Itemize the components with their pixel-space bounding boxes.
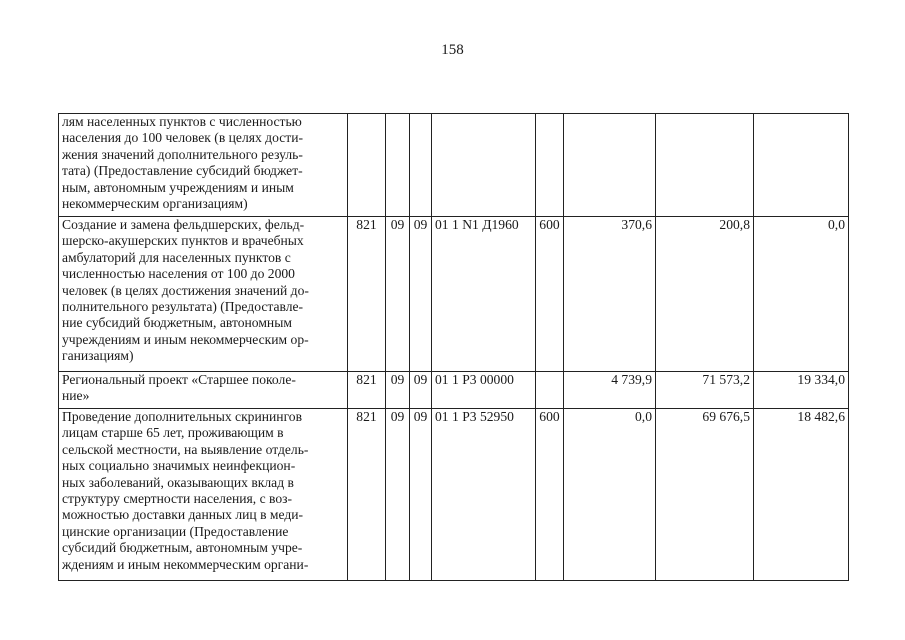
name-line: численностью населения от 100 до 2000 [62, 266, 295, 282]
name-line: тата) (Предоставление субсидий бюджет- [62, 163, 303, 179]
expense-type-cell: 600 [536, 217, 564, 372]
sum-year3-cell: 18 482,6 [754, 409, 849, 581]
name-line: ным, автономным учреждениям и иным [62, 179, 294, 195]
name-line: субсидий бюджетным, автономным учре- [62, 540, 303, 556]
sum-year1-cell: 370,6 [564, 217, 656, 372]
sum-year3-cell: 19 334,0 [754, 372, 849, 409]
sum-year3-cell [754, 114, 849, 217]
name-line: человек (в целях достижения значений до- [62, 282, 309, 298]
target-article-cell: 01 1 N1 Д1960 [432, 217, 536, 372]
target-article-cell: 01 1 P3 00000 [432, 372, 536, 409]
ministry-code-cell: 821 [348, 372, 386, 409]
name-line: можностью доставки данных лиц в меди- [62, 507, 304, 523]
section-code-cell: 09 [386, 372, 410, 409]
section-code-cell [386, 114, 410, 217]
sum-year2-cell: 69 676,5 [656, 409, 754, 581]
ministry-code-cell [348, 114, 386, 217]
expense-type-cell: 600 [536, 409, 564, 581]
name-line: жения значений дополнительного резуль- [62, 146, 303, 162]
name-line: ние» [62, 388, 90, 404]
expense-type-cell [536, 114, 564, 217]
name-line: учреждениям и иным некоммерческим ор- [62, 331, 309, 347]
row-name-cell [59, 372, 348, 409]
target-article-cell [432, 114, 536, 217]
sum-year1-cell: 4 739,9 [564, 372, 656, 409]
sum-year3-cell: 0,0 [754, 217, 849, 372]
ministry-code-cell: 821 [348, 217, 386, 372]
subsection-code-cell: 09 [410, 409, 432, 581]
budget-table [58, 113, 849, 581]
name-line: полнительного результата) (Предоставле- [62, 299, 304, 315]
subsection-code-cell: 09 [410, 372, 432, 409]
name-line: ных социально значимых неинфекцион- [62, 458, 296, 474]
name-line: Региональный проект «Старшее поколе- [62, 372, 296, 387]
name-line: некоммерческим организациям) [62, 196, 248, 212]
ministry-code-cell: 821 [348, 409, 386, 581]
row-name-cell [59, 114, 348, 217]
name-line: ние субсидий бюджетным, автономным [62, 315, 292, 331]
name-line: цинские организации (Предоставление [62, 523, 289, 539]
table-row [59, 114, 849, 217]
sum-year1-cell: 0,0 [564, 409, 656, 581]
page-number: 158 [441, 42, 464, 58]
row-name-cell [59, 217, 348, 372]
section-code-cell: 09 [386, 409, 410, 581]
expense-type-cell [536, 372, 564, 409]
table-row [59, 372, 849, 409]
name-line: шерско-акушерских пунктов и врачебных [62, 233, 304, 249]
section-code-cell: 09 [386, 217, 410, 372]
name-line: лицам старше 65 лет, проживающим в [62, 425, 284, 441]
name-line: сельской местности, на выявление отдель- [62, 441, 309, 457]
name-line: Проведение дополнительных скринингов [62, 409, 303, 424]
sum-year1-cell [564, 114, 656, 217]
name-line: лям населенных пунктов с численностью [62, 114, 302, 129]
name-line: ных заболеваний, оказывающих вклад в [62, 474, 294, 490]
sum-year2-cell: 71 573,2 [656, 372, 754, 409]
sum-year2-cell: 200,8 [656, 217, 754, 372]
table-row [59, 409, 849, 581]
name-line: населения до 100 человек (в целях дости- [62, 130, 303, 146]
name-line: структуру смертности населения, с воз- [62, 491, 293, 507]
name-line: амбулаторий для населенных пунктов с [62, 249, 291, 265]
table-row [59, 217, 849, 372]
sum-year2-cell [656, 114, 754, 217]
name-line: ганизациям) [62, 348, 134, 364]
row-name-cell [59, 409, 348, 581]
subsection-code-cell [410, 114, 432, 217]
name-line: ждениям и иным некоммерческим органи- [62, 556, 309, 572]
target-article-cell: 01 1 P3 52950 [432, 409, 536, 581]
name-line: Создание и замена фельдшерских, фельд- [62, 217, 305, 232]
subsection-code-cell: 09 [410, 217, 432, 372]
